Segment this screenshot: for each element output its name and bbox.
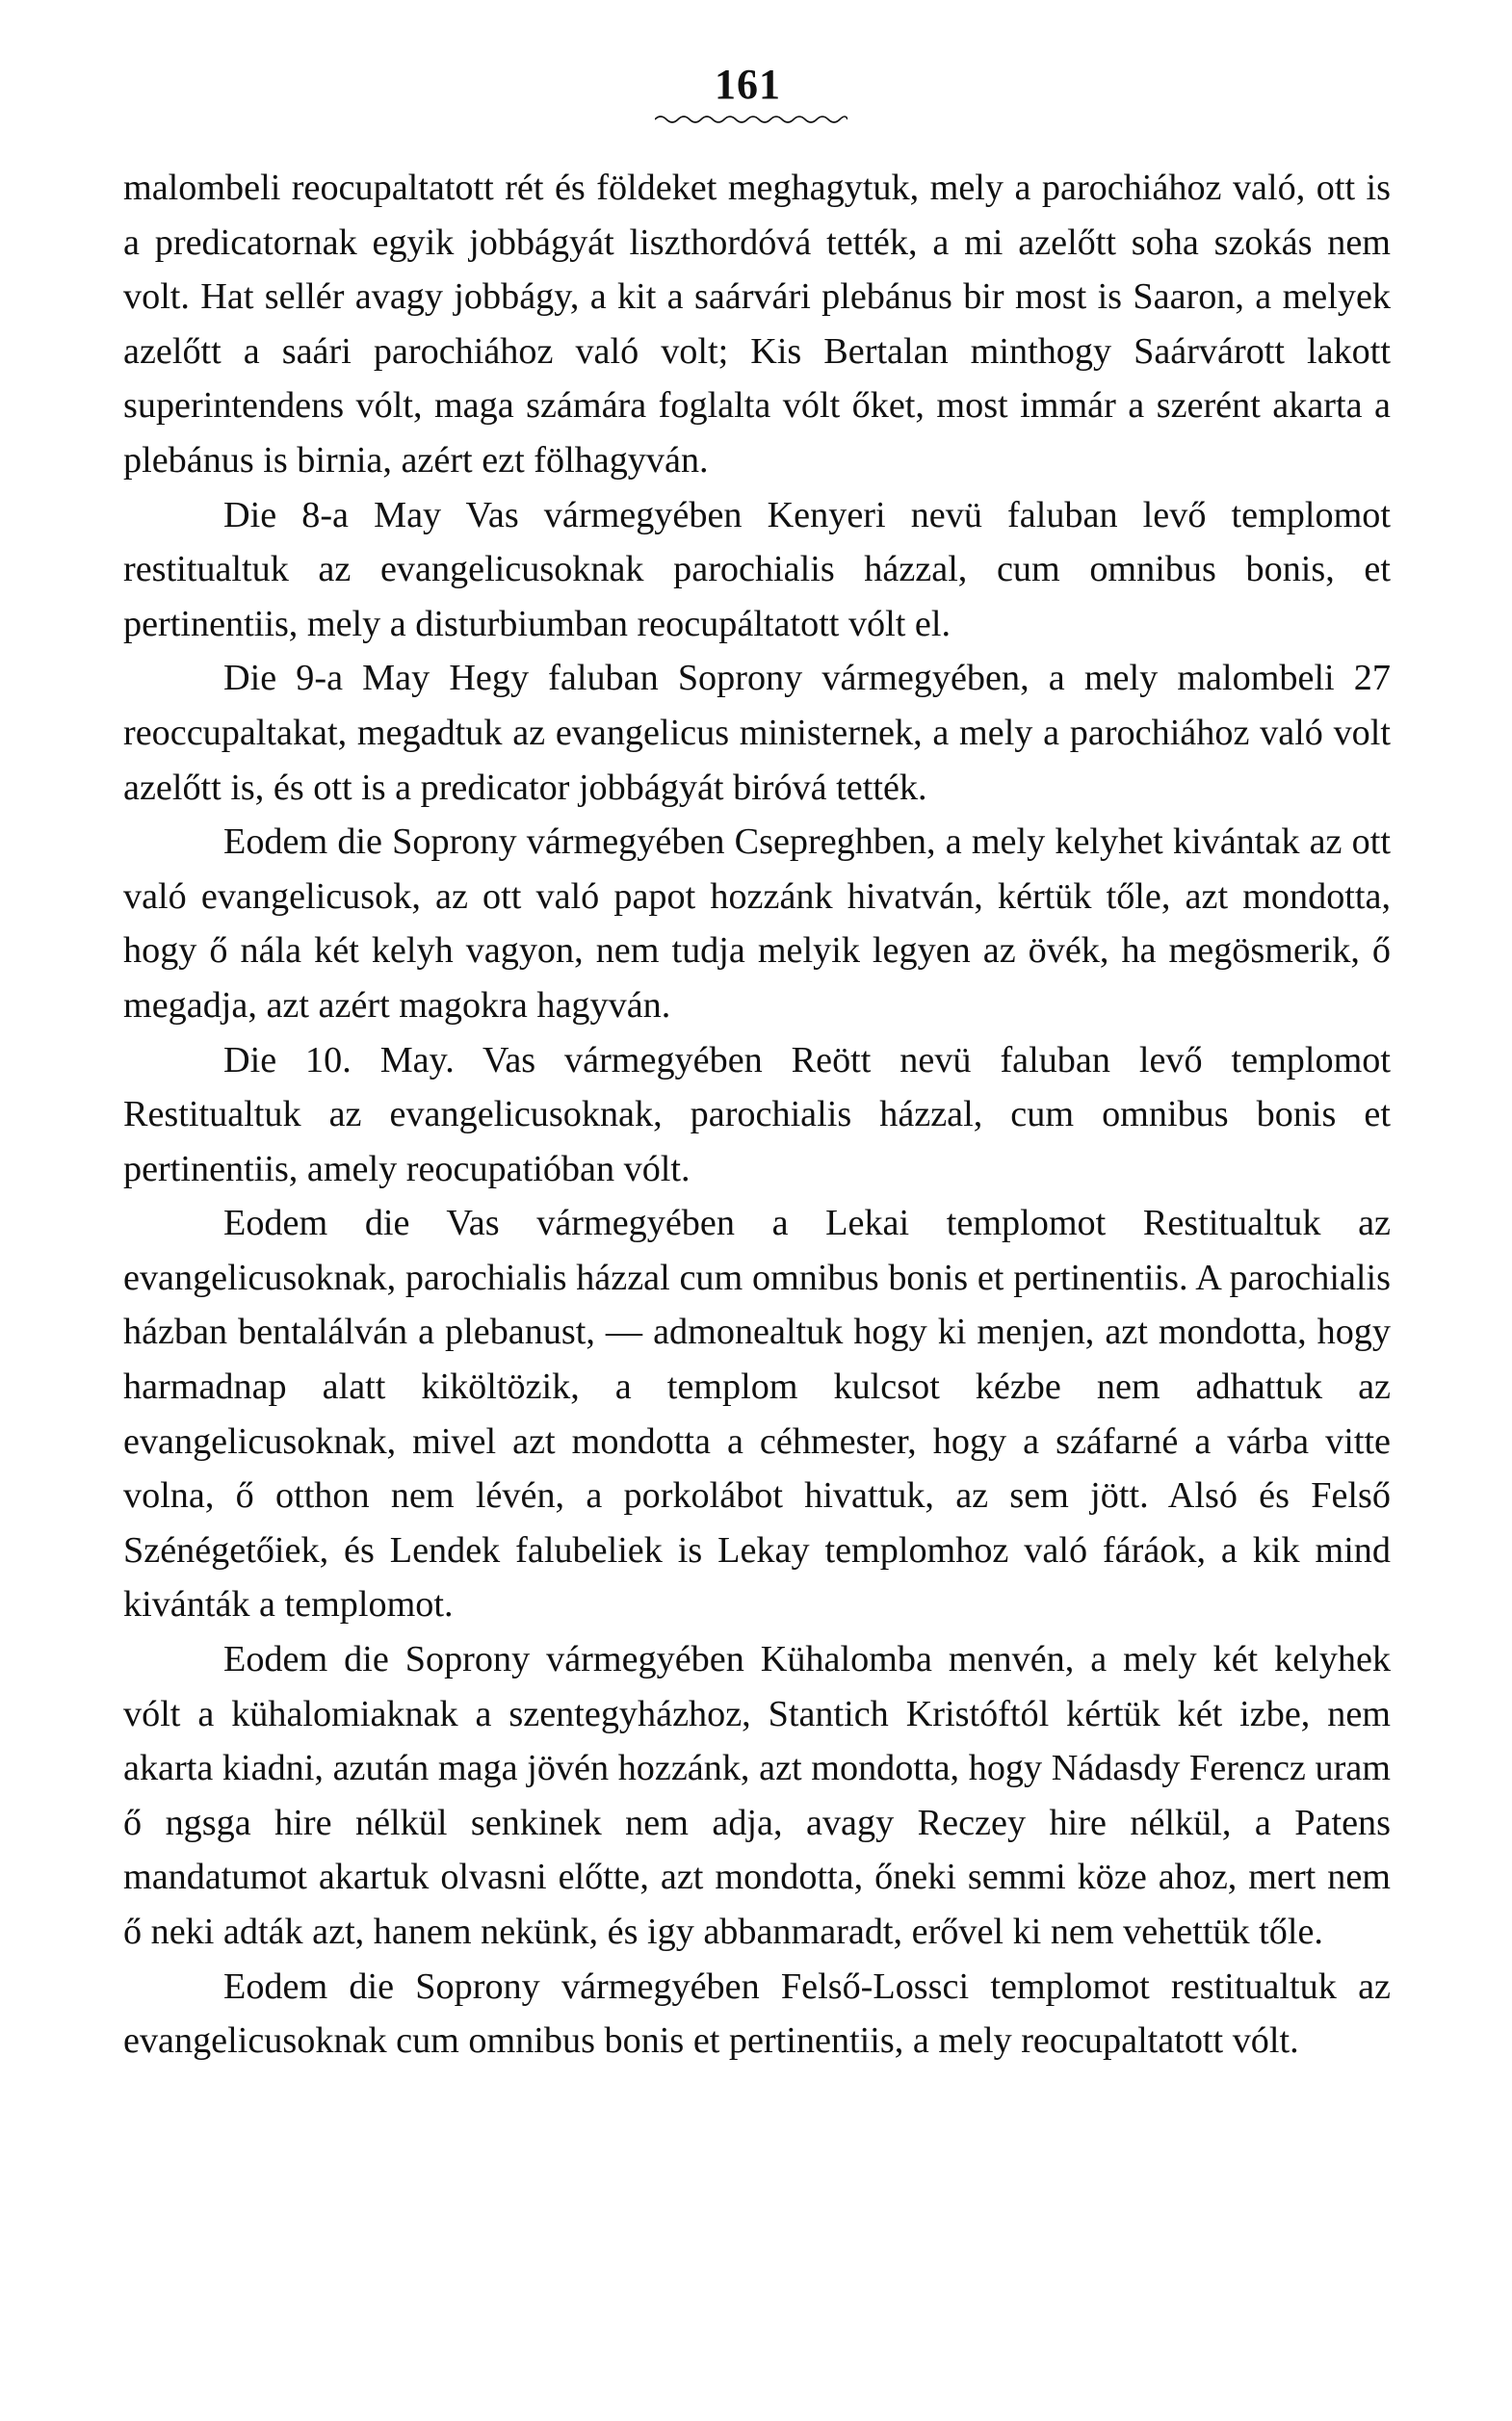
page-number: 161 [715,61,781,108]
wavy-rule [655,114,847,125]
paragraph: Die 10. May. Vas vármegyében Reött nevü faluban levő templomot Restitualtuk az evangelicusoknak, parochialis házzal, cum omnibus bonis et pertinentiis, amely reocupatióban vólt. [123,1039,1391,1189]
paragraph: Eodem die Soprony vármegyében Felső-Lossci templomot restitualtuk az evangelicusoknak cum omnibus bonis et pertinentiis, a mely reocupaltatott vólt. [123,1965,1391,2062]
paragraph: Eodem die Vas vármegyében a Lekai templomot Restitualtuk az evangelicusoknak, parochialis házzal cum omnibus bonis et pertinentiis. A parochialis házban bentalálván a plebanust, — admonealtuk hogy ki menjen, azt mondotta, hogy harmadnap alatt kiköltözik, a templom kulcsot kézbe nem adhattuk az evangelicusoknak, mivel azt mondotta a céhmester, hogy a száfarné a várba vitte volna, ő otthon nem lévén, a porkolábot hivattuk, az sem jött. Alsó és Felső Szénégetőiek, és Lendek falubeliek is Lekay templomhoz való fáráok, a kik mind kivánták a templomot. [123,1203,1391,1626]
page-body [123,161,1391,2069]
paragraph: Die 9-a May Hegy faluban Soprony vármegyében, a mely malombeli 27 reoccupaltakat, megadtuk az evangelicus ministernek, a mely a parochiához való volt azelőtt is, és ott is a predicator jobbágyát biróvá tették. [123,658,1391,808]
paragraph: Eodem die Soprony vármegyében Kühalomba menvén, a mely két kelyhek vólt a kühalomiaknak a szentegyházhoz, Stantich Kristóftól kértük két izbe, nem akarta kiadni, azután maga jövén hozzánk, azt mondotta, hogy Nádasdy Ferencz uram ő ngsga hire nélkül senkinek nem adja, avagy Reczey hire nélkül, a Patens mandatumot akartuk olvasni előtte, azt mondotta, őneki semmi köze ahoz, mert nem ő neki adták azt, hanem nekünk, és igy abbanmaradt, erővel ki nem vehettük tőle. [123,1639,1391,1952]
paragraph: Eodem die Soprony vármegyében Csepreghben, a mely kelyhet kivántak az ott való evangelicusok, az ott való papot hozzánk hivatván, kértük tőle, azt mondotta, hogy ő nála két kelyh vagyon, nem tudja melyik legyen az övék, ha megösmerik, ő megadja, azt azért magokra hagyván. [123,821,1391,1026]
paragraph: malombeli reocupaltatott rét és földeket meghagytuk, mely a parochiához való, ott is a predicatornak egyik jobbágyát liszthordóvá tették, a mi azelőtt soha szokás nem volt. Hat sellér avagy jobbágy, a kit a saárvári plebánus bir most is Saaron, a melyek azelőtt a saári parochiához való volt; Kis Bertalan minthogy Saárvárott lakott superintendens vólt, maga számára foglalta vólt őket, most immár a szerént akarta a plebánus is birnia, azért ezt fölhagyván. [123,168,1391,481]
paragraph: Die 8-a May Vas vármegyében Kenyeri nevü faluban levő templomot restitualtuk az evangelicusoknak parochialis házzal, cum omnibus bonis, et pertinentiis, mely a disturbiumban reocupáltatott vólt el. [123,494,1391,644]
